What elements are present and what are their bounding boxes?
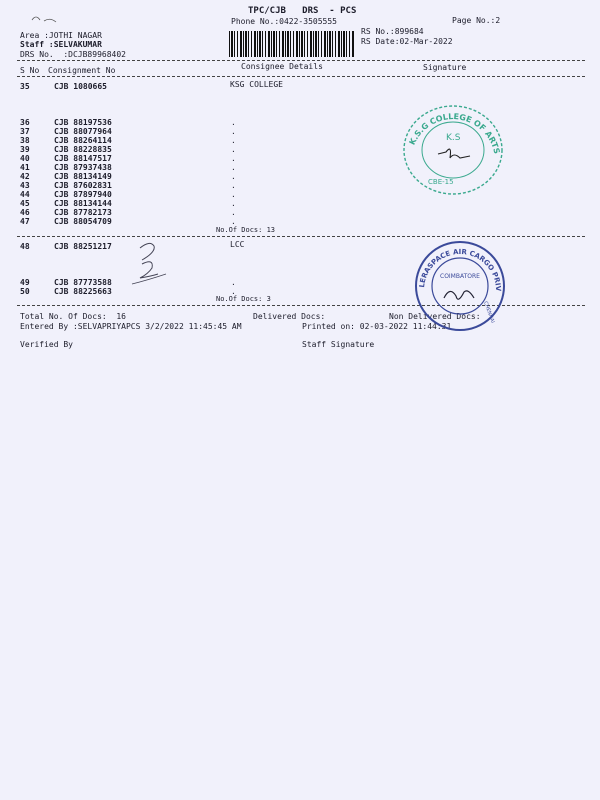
stamp-cargo-side: CHENNAI: [482, 300, 496, 325]
row-consignment-no: CJB 1080665: [54, 82, 107, 91]
row-sno: 38: [20, 136, 30, 145]
row-sno: 47: [20, 217, 30, 226]
row-consignment-no: CJB 88225663: [54, 287, 112, 296]
row-consignee: .: [231, 217, 236, 226]
group-total: No.Of Docs: 13: [216, 226, 276, 234]
row-consignment-no: CJB 87782173: [54, 208, 112, 217]
rs-number: RS No.:899684: [361, 27, 424, 36]
row-consignment-no: CJB 88147517: [54, 154, 112, 163]
row-consignment-no: CJB 87937438: [54, 163, 112, 172]
row-consignment-no: CJB 88134144: [54, 199, 112, 208]
row-sno: 49: [20, 278, 30, 287]
verified-by-label: Verified By: [20, 340, 73, 349]
stamp-cargo-city: COIMBATORE: [440, 273, 480, 280]
row-sno: 48: [20, 242, 30, 251]
row-consignee: .: [231, 190, 236, 199]
row-consignee: .: [231, 181, 236, 190]
row-consignee: .: [231, 118, 236, 127]
delivered-docs: Delivered Docs:: [253, 312, 326, 321]
phone-number: Phone No.:0422-3505555: [231, 17, 337, 26]
row-sno: 43: [20, 181, 30, 190]
handwritten-mark: [128, 238, 188, 288]
row-consignee: .: [231, 287, 236, 296]
row-consignment-no: CJB 88264114: [54, 136, 112, 145]
doc-title: TPC/CJB DRS - PCS: [248, 6, 357, 16]
stamp-cargo-name: LERASPACE AIR CARGO PRIVATE LIMITED: [408, 232, 503, 291]
row-consignment-no: CJB 87897940: [54, 190, 112, 199]
row-sno: 35: [20, 82, 30, 91]
col-signature: Signature: [423, 63, 467, 72]
row-consignee: KSG COLLEGE: [230, 80, 283, 89]
row-consignment-no: CJB 88197536: [54, 118, 112, 127]
area-label: Area :JOTHI NAGAR: [20, 31, 102, 40]
row-consignee: .: [231, 199, 236, 208]
row-consignee: .: [231, 145, 236, 154]
barcode: [229, 31, 355, 57]
row-consignment-no: CJB 87602831: [54, 181, 112, 190]
header-divider: [17, 60, 585, 61]
row-sno: 41: [20, 163, 30, 172]
staff-signature-label: Staff Signature: [302, 340, 375, 349]
columns-divider: [17, 76, 585, 77]
row-consignment-no: CJB 88228835: [54, 145, 112, 154]
row-consignment-no: CJB 88077964: [54, 127, 112, 136]
row-sno: 36: [20, 118, 30, 127]
row-sno: 40: [20, 154, 30, 163]
row-consignee: LCC: [230, 240, 245, 249]
row-consignment-no: CJB 88054709: [54, 217, 112, 226]
row-consignment-no: CJB 87773588: [54, 278, 112, 287]
row-consignee: .: [231, 208, 236, 217]
row-sno: 39: [20, 145, 30, 154]
row-consignment-no: CJB 88251217: [54, 242, 112, 251]
drs-number: DRS No. :DCJB89968402: [20, 50, 126, 59]
col-sno: S No: [20, 66, 40, 75]
row-consignee: .: [231, 163, 236, 172]
entered-by: Entered By :SELVAPRIYAPCS 3/2/2022 11:45:45 AM: [20, 322, 242, 331]
stamp-college-center: K.S: [446, 133, 461, 143]
printed-on: Printed on: 02-03-2022 11:44:31: [302, 322, 452, 331]
staff-label: Staff :SELVAKUMAR: [20, 40, 102, 49]
row-sno: 37: [20, 127, 30, 136]
col-consignee: Consignee Details: [241, 62, 323, 71]
row-sno: 46: [20, 208, 30, 217]
non-delivered-docs: Non Delivered Docs:: [389, 312, 481, 321]
row-consignee: .: [231, 154, 236, 163]
group-divider: [17, 236, 585, 237]
stamp-college-name: K.S.G COLLEGE OF ARTS & SCIENCE: [394, 89, 502, 155]
row-consignee: .: [231, 172, 236, 181]
row-sno: 44: [20, 190, 30, 199]
cargo-signature: [444, 291, 474, 299]
consignee-signature: [438, 149, 470, 158]
stamp-college-code: CBE-15: [428, 178, 454, 186]
rs-date: RS Date:02-Mar-2022: [361, 37, 453, 46]
row-sno: 42: [20, 172, 30, 181]
total-docs: Total No. Of Docs: 16: [20, 312, 126, 321]
row-consignment-no: CJB 88134149: [54, 172, 112, 181]
row-consignee: .: [231, 127, 236, 136]
group-total: No.Of Docs: 3: [216, 295, 271, 303]
row-sno: 45: [20, 199, 30, 208]
row-sno: 50: [20, 287, 30, 296]
col-consignment: Consignment No: [48, 66, 116, 75]
pen-mark: [30, 12, 70, 26]
page-number: Page No.:2: [452, 16, 501, 25]
row-consignee: .: [231, 136, 236, 145]
row-consignee: .: [231, 278, 236, 287]
college-stamp: [394, 89, 508, 196]
cargo-stamp: [408, 232, 508, 334]
